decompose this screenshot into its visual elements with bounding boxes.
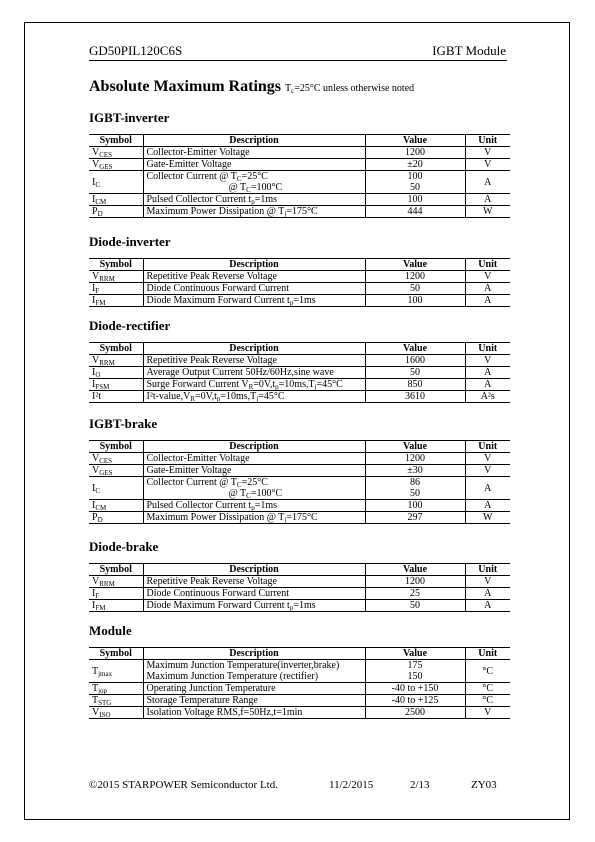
- col-symbol: Symbol: [89, 564, 143, 576]
- table-row: [89, 576, 510, 588]
- value-line: 175: [407, 660, 423, 671]
- desc-text: Surge Forward Current $V_R=0V,t_p=10ms,T_j=45^\circ C$: [146, 379, 343, 391]
- section-module: Module: [89, 623, 132, 638]
- table-row: [89, 453, 510, 465]
- description-cell: [143, 453, 365, 465]
- unit-cell: A²s: [465, 391, 510, 403]
- table-body: [89, 147, 510, 218]
- header-row: [89, 135, 510, 147]
- unit-cell: A: [465, 500, 510, 512]
- subscript: C: [95, 180, 101, 189]
- value-cell: [365, 477, 465, 500]
- desc-text: Repetitive Peak Reverse Voltage: [146, 355, 277, 366]
- table-row: [89, 391, 510, 403]
- header-row: [89, 648, 510, 660]
- description-cell: [143, 500, 365, 512]
- subscript: jop: [98, 687, 108, 695]
- symbol-cell: $I_O$: [89, 367, 143, 379]
- header-row: [89, 343, 510, 355]
- col-description: Description: [143, 259, 365, 271]
- col-description: Description: [143, 135, 365, 147]
- diode-brake-table: [89, 563, 510, 612]
- subscript: jmax: [98, 669, 113, 678]
- header-row: [89, 564, 510, 576]
- table-row: [89, 206, 510, 218]
- footer-revision: ZY03: [471, 779, 497, 791]
- symbol-cell: $I_{FSM}$: [89, 379, 143, 391]
- col-description: Description: [143, 441, 365, 453]
- part-number: GD50PIL120C6S: [89, 43, 183, 58]
- symbol-cell: $I_{CM}$: [89, 194, 143, 206]
- desc-text: Storage Temperature Range: [146, 695, 258, 706]
- table-header: [89, 441, 510, 453]
- symbol-cell: $I_{FM}$: [89, 295, 143, 307]
- table-header: [89, 343, 510, 355]
- table-body: [89, 660, 510, 719]
- symbol-cell: $T_{jop}$: [89, 683, 143, 695]
- header-row: [89, 259, 510, 271]
- desc-line: Maximum Junction Temperature (rectifier): [146, 671, 319, 682]
- description-cell: [143, 379, 365, 391]
- value-line: 86: [410, 477, 420, 488]
- desc-text: Pulsed Collector Current $t_p=1ms$: [146, 194, 278, 206]
- desc-text: I²t-$value,V_R=0V,t_p=10ms,T_j=45^\circ C$: [146, 391, 285, 403]
- symbol-cell: $I_F$: [89, 283, 143, 295]
- igbt-inverter-table: [89, 134, 510, 218]
- unit-cell: A: [465, 379, 510, 391]
- unit-cell: A: [465, 194, 510, 206]
- desc-line: [147, 477, 362, 488]
- col-unit: Unit: [465, 343, 510, 355]
- desc-text: @ $T_C=100^\circ C$: [228, 182, 283, 194]
- subscript: C: [246, 186, 251, 194]
- table-row: [89, 379, 510, 391]
- table-row: [89, 500, 510, 512]
- description-cell: [143, 660, 365, 683]
- symbol-cell: $V_{CES}$: [89, 453, 143, 465]
- description-cell: [143, 683, 365, 695]
- value-cell: 1200: [365, 147, 465, 159]
- desc-line: Maximum Junction Temperature(inverter,brake): [146, 660, 340, 671]
- value-cell: 1600: [365, 355, 465, 367]
- subscript: R: [248, 383, 254, 391]
- igbt-brake-table: [89, 440, 510, 524]
- symbol-cell: $I_F$: [89, 588, 143, 600]
- desc-text: Average Output Current 50Hz/60Hz,sine wave: [146, 367, 334, 378]
- table-header: [89, 135, 510, 147]
- description-cell: [143, 271, 365, 283]
- unit-cell: A: [465, 171, 510, 194]
- value-cell: 25: [365, 588, 465, 600]
- value-line: 150: [407, 671, 423, 682]
- value-cell: 50: [365, 600, 465, 612]
- col-description: Description: [143, 564, 365, 576]
- description-cell: [143, 477, 365, 500]
- value-cell: [365, 660, 465, 683]
- col-description: Description: [143, 343, 365, 355]
- table-row: [89, 194, 510, 206]
- page-title: [89, 78, 414, 96]
- desc-text: Collector Current @ $T_C=25^\circ C$: [146, 477, 268, 489]
- value-cell: 1200: [365, 576, 465, 588]
- subscript: GES: [99, 469, 113, 477]
- col-description: Description: [143, 648, 365, 660]
- table-row: [89, 477, 510, 500]
- symbol-cell: $I_C$: [89, 477, 143, 500]
- col-value: Value: [365, 259, 465, 271]
- desc-line: [147, 171, 362, 182]
- description-cell: [143, 147, 365, 159]
- unit-cell: V: [465, 355, 510, 367]
- table-row: [89, 367, 510, 379]
- unit-cell: W: [465, 512, 510, 524]
- value-line: 50: [410, 182, 420, 193]
- desc-text: Isolation Voltage RMS,f=50Hz,t=1min: [146, 707, 303, 718]
- subscript: p: [251, 504, 255, 512]
- subscript: j: [256, 395, 259, 403]
- subscript: STG: [98, 699, 112, 707]
- description-cell: [143, 295, 365, 307]
- table-header: [89, 564, 510, 576]
- value-cell: 297: [365, 512, 465, 524]
- unit-cell: A: [465, 588, 510, 600]
- unit-cell: °C: [465, 683, 510, 695]
- col-symbol: Symbol: [89, 343, 143, 355]
- desc-text: Repetitive Peak Reverse Voltage: [146, 576, 277, 587]
- table-row: [89, 695, 510, 707]
- value-line: 100: [407, 171, 423, 182]
- col-value: Value: [365, 648, 465, 660]
- title-main: Absolute Maximum Ratings: [89, 78, 282, 95]
- table-body: [89, 355, 510, 403]
- symbol-cell: $I_{CM}$: [89, 500, 143, 512]
- table-row: [89, 660, 510, 683]
- table-row: [89, 355, 510, 367]
- module-table: [89, 647, 510, 719]
- title-note: $T_c=25^\circ C$ unless otherwise noted: [285, 83, 415, 95]
- subscript: C: [236, 175, 242, 183]
- subscript: p: [289, 299, 294, 307]
- col-value: Value: [365, 441, 465, 453]
- diode-inverter-table: [89, 258, 510, 307]
- subscript: p: [216, 395, 221, 403]
- desc-text: Repetitive Peak Reverse Voltage: [146, 271, 277, 282]
- section-igbt-inverter: IGBT-inverter: [89, 110, 170, 125]
- col-unit: Unit: [465, 441, 510, 453]
- col-symbol: Symbol: [89, 648, 143, 660]
- symbol-cell: $I_C$: [89, 171, 143, 194]
- value-cell: 1200: [365, 271, 465, 283]
- desc-text: Collector-Emitter Voltage: [146, 147, 250, 158]
- subscript: FM: [95, 299, 106, 307]
- table-row: [89, 159, 510, 171]
- symbol-cell: $T_{STG}$: [89, 695, 143, 707]
- table-row: [89, 283, 510, 295]
- desc-line: [147, 488, 362, 499]
- section-igbt-brake: IGBT-brake: [89, 416, 158, 431]
- value-cell: -40 to +150: [365, 683, 465, 695]
- subscript: D: [97, 210, 103, 218]
- table-row: [89, 512, 510, 524]
- subscript: ISO: [99, 711, 111, 719]
- subscript: CES: [99, 457, 113, 465]
- section-diode-brake: Diode-brake: [89, 539, 159, 554]
- unit-cell: W: [465, 206, 510, 218]
- table-row: [89, 271, 510, 283]
- table-row: [89, 465, 510, 477]
- value-cell: ±20: [365, 159, 465, 171]
- value-cell: 100: [365, 194, 465, 206]
- unit-cell: °C: [465, 695, 510, 707]
- description-cell: [143, 206, 365, 218]
- description-cell: [143, 465, 365, 477]
- value-cell: 3610: [365, 391, 465, 403]
- unit-cell: V: [465, 453, 510, 465]
- table-body: [89, 453, 510, 524]
- section-diode-inverter: Diode-inverter: [89, 234, 171, 249]
- desc-text: Collector Current @ $T_C=25^\circ C$: [146, 171, 268, 183]
- diode-rectifier-table: [89, 342, 510, 403]
- subscript: O: [95, 371, 101, 379]
- unit-cell: A: [465, 283, 510, 295]
- subscript: GES: [99, 163, 113, 171]
- value-cell: 100: [365, 500, 465, 512]
- unit-cell: A: [465, 367, 510, 379]
- desc-line: [147, 182, 362, 193]
- value-cell: 2500: [365, 707, 465, 719]
- desc-text: Gate-Emitter Voltage: [146, 465, 232, 476]
- desc-text: Diode Maximum Forward Current $t_p=1ms$: [146, 600, 316, 612]
- subscript: RRM: [99, 275, 115, 283]
- subscript: F: [95, 592, 100, 600]
- table-row: [89, 588, 510, 600]
- value-cell: 1200: [365, 453, 465, 465]
- description-cell: [143, 695, 365, 707]
- subscript: p: [275, 383, 279, 391]
- description-cell: [143, 159, 365, 171]
- value-cell: 850: [365, 379, 465, 391]
- footer-date: 11/2/2015: [329, 779, 374, 791]
- col-unit: Unit: [465, 135, 510, 147]
- desc-text: @ $T_C=100^\circ C$: [228, 488, 283, 500]
- unit-cell: °C: [465, 660, 510, 683]
- subscript: R: [190, 395, 195, 403]
- col-value: Value: [365, 564, 465, 576]
- unit-cell: V: [465, 271, 510, 283]
- table-row: [89, 147, 510, 159]
- desc-text: Diode Continuous Forward Current: [146, 283, 289, 294]
- desc-text: Gate-Emitter Voltage: [146, 159, 232, 170]
- description-cell: [143, 600, 365, 612]
- subscript: C: [236, 481, 242, 489]
- symbol-cell: $T_{jmax}$: [89, 660, 143, 683]
- description-cell: [143, 707, 365, 719]
- subscript: FM: [95, 604, 106, 612]
- table-body: [89, 271, 510, 307]
- desc-text: Operating Junction Temperature: [146, 683, 276, 694]
- subscript: D: [97, 516, 103, 524]
- table-header: [89, 648, 510, 660]
- col-unit: Unit: [465, 648, 510, 660]
- table-row: [89, 295, 510, 307]
- symbol-cell: $V_{RRM}$: [89, 576, 143, 588]
- symbol-cell: $V_{GES}$: [89, 159, 143, 171]
- document-type: IGBT Module: [432, 43, 506, 58]
- symbol-cell: $V_{GES}$: [89, 465, 143, 477]
- subscript: F: [95, 287, 100, 295]
- subscript: RRM: [99, 580, 115, 588]
- unit-cell: V: [465, 707, 510, 719]
- symbol-cell: $V_{ISO}$: [89, 707, 143, 719]
- value-cell: 444: [365, 206, 465, 218]
- symbol-cell: I²t: [89, 391, 143, 403]
- table-header: [89, 259, 510, 271]
- value-cell: -40 to +125: [365, 695, 465, 707]
- col-symbol: Symbol: [89, 135, 143, 147]
- symbol-cell: $I_{FM}$: [89, 600, 143, 612]
- description-cell: [143, 391, 365, 403]
- value-line: 50: [410, 488, 420, 499]
- table-row: [89, 171, 510, 194]
- subscript: j: [284, 210, 287, 218]
- unit-cell: V: [465, 159, 510, 171]
- table-row: [89, 707, 510, 719]
- header-rule: [89, 60, 507, 61]
- table-row: [89, 600, 510, 612]
- footer-page: 2/13: [410, 779, 430, 791]
- subscript: p: [289, 604, 294, 612]
- desc-text: Pulsed Collector Current $t_p=1ms$: [146, 500, 278, 512]
- subscript: j: [314, 383, 317, 391]
- subscript: C: [95, 486, 101, 495]
- value-cell: 50: [365, 283, 465, 295]
- symbol-cell: $V_{RRM}$: [89, 271, 143, 283]
- subscript: FSM: [95, 383, 110, 391]
- value-cell: [365, 171, 465, 194]
- subscript: p: [251, 198, 255, 206]
- symbol-cell: $P_D$: [89, 206, 143, 218]
- description-cell: [143, 367, 365, 379]
- unit-cell: A: [465, 600, 510, 612]
- subscript: CES: [99, 151, 113, 159]
- description-cell: [143, 171, 365, 194]
- desc-text: Diode Maximum Forward Current $t_p=1ms$: [146, 295, 316, 307]
- unit-cell: A: [465, 477, 510, 500]
- desc-text: Diode Continuous Forward Current: [146, 588, 289, 599]
- desc-text: Maximum Power Dissipation @ $T_j=175^\circ C$: [146, 512, 318, 524]
- unit-cell: V: [465, 576, 510, 588]
- subscript: RRM: [99, 359, 115, 367]
- subscript: C: [246, 492, 251, 500]
- symbol-cell: $V_{RRM}$: [89, 355, 143, 367]
- col-symbol: Symbol: [89, 259, 143, 271]
- header-row: [89, 441, 510, 453]
- symbol-cell: $P_D$: [89, 512, 143, 524]
- description-cell: [143, 588, 365, 600]
- description-cell: [143, 512, 365, 524]
- value-cell: ±30: [365, 465, 465, 477]
- table-body: [89, 576, 510, 612]
- symbol-cell: $V_{CES}$: [89, 147, 143, 159]
- description-cell: [143, 283, 365, 295]
- description-cell: [143, 194, 365, 206]
- subscript: j: [284, 516, 287, 524]
- col-value: Value: [365, 343, 465, 355]
- table-row: [89, 683, 510, 695]
- description-cell: [143, 576, 365, 588]
- col-value: Value: [365, 135, 465, 147]
- subscript: CM: [95, 198, 107, 206]
- unit-cell: V: [465, 465, 510, 477]
- col-unit: Unit: [465, 564, 510, 576]
- footer-copyright: ©2015 STARPOWER Semiconductor Ltd.: [89, 779, 278, 791]
- description-cell: [143, 355, 365, 367]
- value-cell: 100: [365, 295, 465, 307]
- col-symbol: Symbol: [89, 441, 143, 453]
- desc-text: Maximum Power Dissipation @ $T_j=175^\circ C$: [146, 206, 318, 218]
- section-diode-rectifier: Diode-rectifier: [89, 318, 171, 333]
- value-cell: 50: [365, 367, 465, 379]
- col-unit: Unit: [465, 259, 510, 271]
- unit-cell: A: [465, 295, 510, 307]
- desc-text: Collector-Emitter Voltage: [146, 453, 250, 464]
- unit-cell: V: [465, 147, 510, 159]
- subscript: CM: [95, 504, 107, 512]
